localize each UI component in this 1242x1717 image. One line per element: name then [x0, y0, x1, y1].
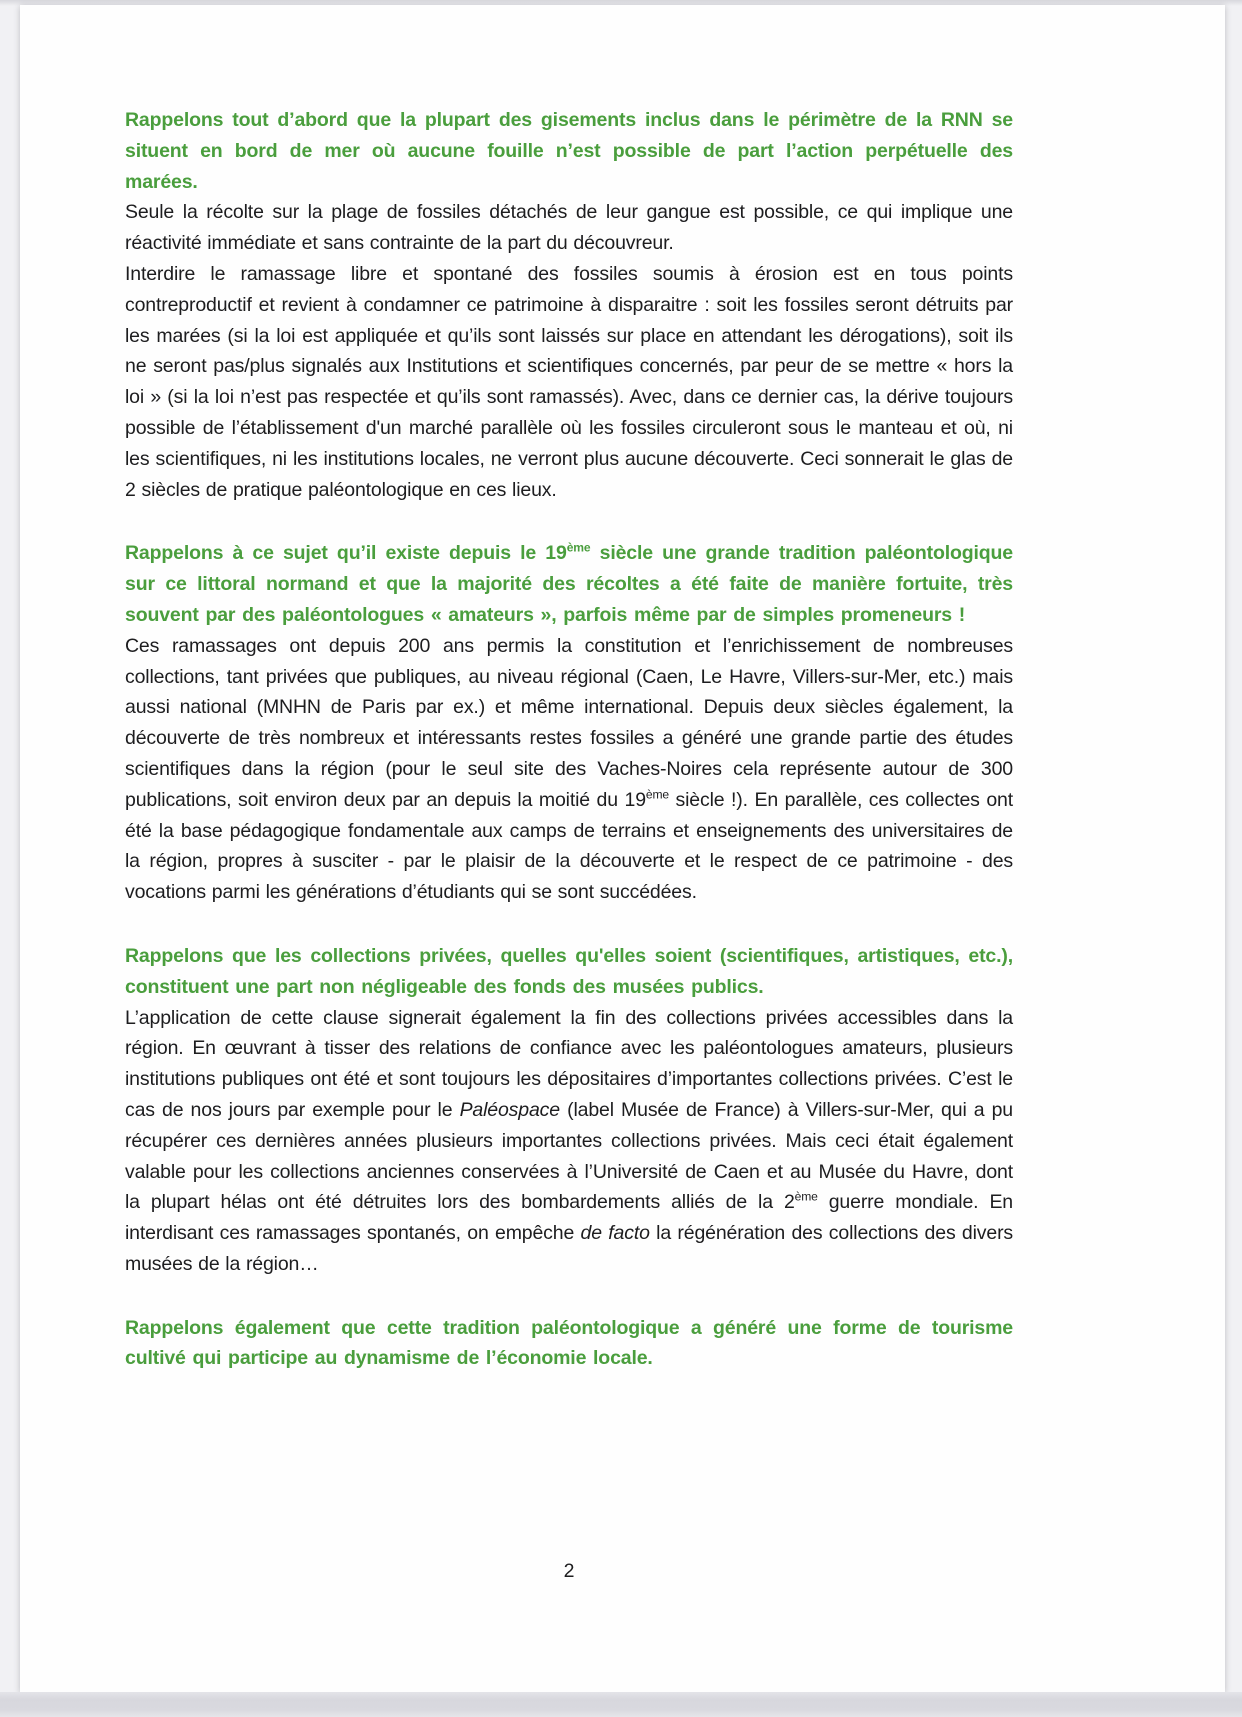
text-run: Rappelons que les collections privées, quelles qu'elles soient (scientifiques, artistiques, etc.), constituent une part non négligeable des fonds des musées publics. [125, 944, 1013, 998]
text-run: de facto [580, 1222, 650, 1245]
text-run: Rappelons à ce sujet qu’il existe depuis le 19 [125, 542, 567, 565]
text-run: ème [794, 1189, 818, 1204]
body-paragraph [125, 631, 1013, 908]
document-page [20, 5, 1225, 1692]
text-run: Seule la récolte sur la plage de fossiles détachés de leur gangue est possible, ce qui implique une réactivité immédiate et sans contrainte de la part du découvreur. [125, 201, 1013, 255]
body-paragraph [125, 1003, 1013, 1280]
text-run: siècle une grande tradition paléontologique sur ce littoral normand et que la majorité des récoltes a été faite de manière fortuite, très souvent par des paléontologues « amateurs », parfois même par de simples promeneurs ! [125, 542, 1013, 626]
viewer-bottom-bar [0, 1692, 1242, 1717]
heading-paragraph [125, 1313, 1013, 1375]
text-run: Rappelons également que cette tradition paléontologique a généré une forme de tourisme cultivé qui participe au dynamisme de l’économie locale. [125, 1316, 1013, 1370]
text-run: ème [566, 540, 591, 555]
body-paragraph [125, 197, 1013, 259]
page-number: 2 [563, 1560, 575, 1582]
body-paragraph [125, 259, 1013, 505]
text-run: Rappelons tout d’abord que la plupart des gisements inclus dans le périmètre de la RNN se situent en bord de mer où aucune fouille n’est possible de part l’action perpétuelle des marées. [125, 109, 1013, 193]
text-run: la régénération des collections des divers musées de la région… [125, 1222, 1014, 1275]
heading-paragraph [125, 105, 1013, 197]
text-run: Interdire le ramassage libre et spontané des fossiles soumis à érosion est en tous points contreproductif et revient à condamner ce patrimoine à disparaitre : soit les fossiles seront détruits par les marées (si la loi est appliquée et qu’ils sont laissés sur place en attendant les dérogations), soit ils ne seront pas/plus signalés aux Institutions et scientifiques concernés, par peur de se mettre « hors la loi » (si la loi n’est pas respectée et qu’ils sont ramassés). Avec, dans ce dernier cas, la dérive toujours possible de l’établissement d'un marché parallèle où les fossiles circuleront sous le manteau et où, ni les scientifiques, ni les institutions locales, ne verront plus aucune découverte. Ceci sonnerait le glas de 2 siècles de pratique paléontologique en ces lieux. [125, 262, 1013, 501]
text-run: ème [645, 787, 669, 802]
text-run: L’application de cette clause signerait également la fin des collections privées accessibles dans la région. En œuvrant à tisser des relations de confiance avec les paléontologues amateurs, plusieurs institutions publiques ont été et sont toujours les dépositaires d’importantes collections privées. C’est le cas de nos jours par exemple pour le [125, 1006, 1013, 1121]
text-run: guerre mondiale. En interdisant ces ramassages spontanés, on empêche [125, 1191, 1013, 1245]
page-text-content [125, 105, 1013, 1374]
text-run: Ces ramassages ont depuis 200 ans permis la constitution et l’enrichissement de nombreuses collections, tant privées que publiques, au niveau régional (Caen, Le Havre, Villers-sur-Mer, etc.) mais aussi national (MNHN de Paris par ex.) et même international. Depuis deux siècles également, la découverte de très nombreux et intéressants restes fossiles a généré une grande partie des études scientifiques dans la région (pour le seul site des Vaches-Noires cela représente autour de 300 publications, soit environ deux par an depuis la moitié du 19 [125, 634, 1013, 811]
text-run: siècle !). En parallèle, ces collectes ont été la base pédagogique fondamentale aux camps de terrains et enseignements des universitaires de la région, propres à susciter - par le plaisir de la découverte et le respect de ce patrimoine - des vocations parmi les générations d’étudiants qui se sont succédées. [125, 788, 1013, 904]
heading-paragraph [125, 538, 1013, 630]
text-run: Paléospace [459, 1098, 560, 1121]
text-run: (label Musée de France) à Villers-sur-Mer, qui a pu récupérer ces dernières années plusieurs importantes collections privées. Mais ceci était également valable pour les collections anciennes conservées à l’Université de Caen et au Musée du Havre, dont la plupart hélas ont été détruites lors des bombardements alliés de la 2 [125, 1098, 1013, 1214]
heading-paragraph [125, 941, 1013, 1003]
